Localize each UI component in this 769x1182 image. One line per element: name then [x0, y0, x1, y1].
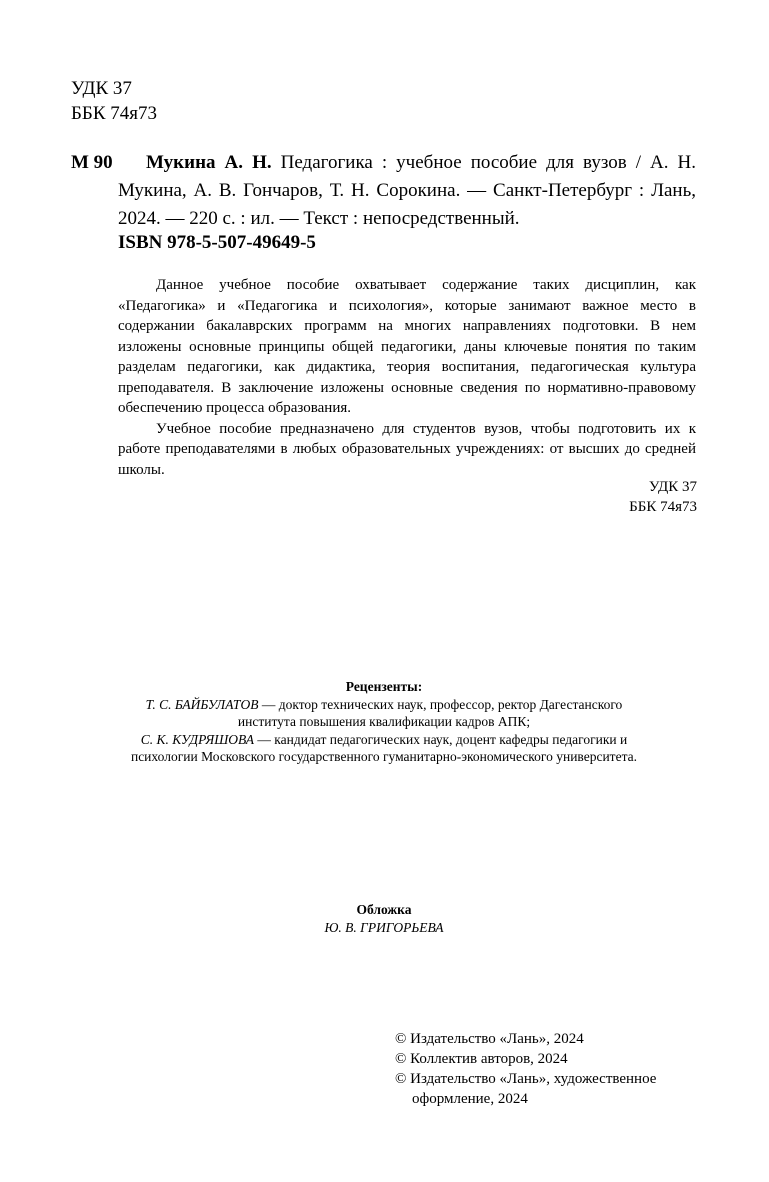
udk-code: УДК 37	[71, 78, 132, 99]
bibliographic-description	[118, 149, 696, 233]
cover-credit	[118, 901, 650, 936]
cover-designer: Ю. В. ГРИГОРЬЕВА	[324, 919, 444, 935]
bbk-code: ББК 74я73	[629, 499, 697, 515]
annotation-paragraph: Данное учебное пособие охватывает содержание таких дисциплин, как «Педагогика» и «Педагогика и психология», которые занимают важное место в содержании бакалаврских программ на многих направлениях подготовки. В нем изложены основные принципы общей педагогики, даны ключевые понятия по таким разделам педагогики, как дидактика, теория воспитания, педагогическая культура преподавателя. В заключение изложены основные сведения по нормативно-правовому обеспечению процесса образования.	[118, 277, 696, 416]
reviewers-heading: Рецензенты:	[345, 679, 423, 694]
reviewer-name: Т. С. БАЙБУЛАТОВ	[145, 696, 259, 712]
annotation	[118, 275, 696, 480]
reviewer-name: С. К. КУДРЯШОВА	[140, 731, 255, 747]
author-cipher: М 90	[71, 152, 113, 173]
copyright-line: © Коллектив авторов, 2024	[395, 1051, 568, 1067]
classification-codes-bottom	[629, 477, 697, 517]
bbk-code: ББК 74я73	[71, 102, 157, 124]
annotation-paragraph: Учебное пособие предназначено для студентов вузов, чтобы подготовить их к работе преподавателями в любых образовательных учреждениях: от высших до средней школы.	[118, 420, 696, 478]
reviewers-block	[118, 678, 650, 766]
title-and-imprint: Педагогика : учебное пособие для вузов / А. Н. Мукина, А. В. Гончаров, Т. Н. Сорокина. — Санкт-Петербург : Лань, 2024. — 220 с. : ил. — Текст : непосредственный.	[118, 152, 697, 229]
author-heading: Мукина А. Н.	[146, 152, 272, 173]
classification-codes-top	[71, 77, 157, 126]
reviewer-entry	[118, 731, 650, 766]
copyright-line: © Издательство «Лань», 2024	[395, 1031, 584, 1047]
reviewer-entry	[118, 696, 650, 731]
reviewer-credentials: — кандидат педагогических наук, доцент кафедры педагогики и психологии Московского государственного гуманитарно-экономического университета.	[130, 731, 638, 765]
cover-heading: Обложка	[356, 902, 412, 917]
udk-code: УДК 37	[648, 479, 697, 495]
reviewer-credentials: — доктор технических наук, профессор, ректор Дагестанского института повышения квалификации кадров АПК;	[237, 696, 623, 730]
copyright-line: © Издательство «Лань», художественное оформление, 2024	[395, 1071, 657, 1107]
isbn: ISBN 978-5-507-49649-5	[118, 232, 316, 253]
copyright-block	[395, 1029, 705, 1109]
